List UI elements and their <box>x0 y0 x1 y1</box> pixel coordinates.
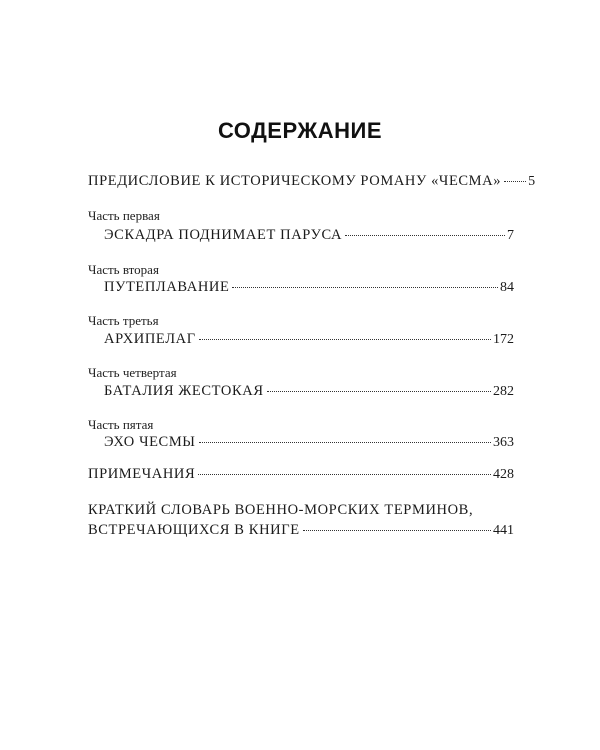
part-heading: Часть третья <box>88 313 159 328</box>
toc-entry-label: ЭСКАДРА ПОДНИМАЕТ ПАРУСА <box>104 227 343 243</box>
dot-leader <box>198 474 491 475</box>
toc-entry-part3[interactable] <box>104 331 514 348</box>
toc-entry-label: ЭХО ЧЕСМЫ <box>104 434 196 450</box>
toc-entry-notes[interactable] <box>88 466 514 483</box>
toc-entry-page: 363 <box>493 435 514 450</box>
toc-entry-page: 441 <box>493 523 514 538</box>
toc-entry-label: АРХИПЕЛАГ <box>104 331 196 347</box>
part-heading: Часть вторая <box>88 262 159 277</box>
toc-entry-page: 84 <box>500 280 514 295</box>
toc-entry-page: 428 <box>493 467 514 482</box>
part-heading: Часть пятая <box>88 417 154 432</box>
page-title: СОДЕРЖАНИЕ <box>217 118 383 143</box>
toc-entry-part4[interactable] <box>104 383 514 400</box>
part-heading: Часть первая <box>88 208 160 223</box>
dot-leader <box>232 287 498 288</box>
dot-leader <box>199 442 491 443</box>
toc-entry-part2[interactable] <box>104 279 514 296</box>
toc-entry-label: БАТАЛИЯ ЖЕСТОКАЯ <box>104 383 264 399</box>
toc-entry-label: ПРИМЕЧАНИЯ <box>88 466 196 482</box>
toc-entry-page: 7 <box>507 228 514 243</box>
toc-entry-preface[interactable] <box>88 173 535 190</box>
toc-entry-glossary[interactable] <box>88 502 514 539</box>
dot-leader <box>199 339 491 340</box>
dot-leader <box>303 530 491 531</box>
toc-entry-label: ПУТЕПЛАВАНИЕ <box>104 279 230 295</box>
toc-entry-label-line2: ВСТРЕЧАЮЩИХСЯ В КНИГЕ <box>88 522 300 538</box>
dot-leader <box>345 235 505 236</box>
toc-entry-label: ПРЕДИСЛОВИЕ К ИСТОРИЧЕСКОМУ РОМАНУ «ЧЕСМА» <box>88 173 502 189</box>
dot-leader <box>504 181 526 182</box>
toc-entry-page: 172 <box>493 332 514 347</box>
toc-entry-label-line1: КРАТКИЙ СЛОВАРЬ ВОЕННО-МОРСКИХ ТЕРМИНОВ, <box>88 502 474 518</box>
toc-entry-part1[interactable] <box>104 227 514 244</box>
toc-entry-part5[interactable] <box>104 434 514 451</box>
part-heading: Часть четвертая <box>88 365 177 380</box>
dot-leader <box>267 391 491 392</box>
toc-entry-page: 282 <box>493 384 514 399</box>
toc-entry-page: 5 <box>528 174 536 189</box>
